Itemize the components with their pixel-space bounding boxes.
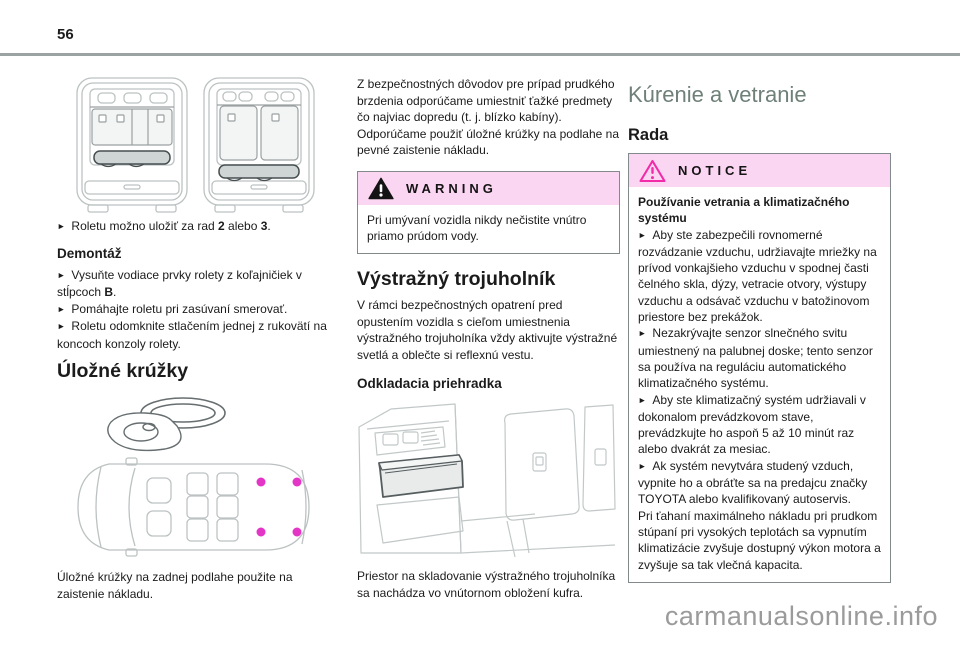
rada-heading: Rada <box>628 126 669 144</box>
ulozne-kruzky-caption: Úložné krúžky na zadnej podlahe použite na zaistenie nákladu. <box>57 570 293 601</box>
notice-item: ► Nezakrývajte senzor slnečného svitu umiestnený na palubnej doske; tento senzor sa používa na reguláciu automatického klimatizačného systému. <box>638 326 873 391</box>
van-rear-row3-illustration <box>200 72 318 214</box>
load-safety-paragraph: Z bezpečnostných dôvodov pre prípad prudkého brzdenia odporúčame umiestniť ťažké predmety čo najviac dopredu (t. j. blízko kabíny). Odporúčame použiť úložné krúžky na podlahe na pevné zaistenie nákladu. <box>357 77 619 157</box>
triangle-right-bullet: ► <box>638 328 647 339</box>
car-topview-figure <box>71 456 333 558</box>
notice-triangle-icon <box>639 159 666 183</box>
ulozne-kruzky-heading: Úložné krúžky <box>57 360 189 382</box>
notice-box <box>628 153 891 583</box>
notice-subject-heading: Používanie vetrania a klimatizačného systému <box>638 195 850 226</box>
notice-header <box>629 154 890 187</box>
step-item: ► Vysuňte vodiace prvky rolety z koľajničiek v stĺpcoch B. <box>57 267 302 299</box>
triangle-right-bullet: ► <box>638 394 647 405</box>
warning-triangle-icon <box>368 177 394 200</box>
demontaz-steps <box>57 267 333 353</box>
warning-header <box>358 172 619 205</box>
notice-footer-paragraph: Pri ťahaní maximálneho nákladu pri prudkom stúpaní pri vysokých teplotách sa vypnutím klimatizácie zvyšuje dostupný výkon motora a zvyšuje sa tak vlečná kapacita. <box>638 508 881 572</box>
warning-triangle-paragraph: V rámci bezpečnostných opatrení pred opustením vozidla s cieľom umiestnenia výstražného trojuholníka vždy aktivujte výstražné svetlá a oblečte si reflexnú vestu. <box>357 298 618 362</box>
notice-label: NOTICE <box>678 163 752 178</box>
column-1 <box>57 0 333 649</box>
trunk-storage-figure <box>357 401 620 561</box>
cargo-ring-figure <box>101 392 333 454</box>
storage-compartment-heading: Odkladacia priehradka <box>357 376 502 392</box>
warning-box <box>357 171 620 255</box>
cargo-ring-location-dots <box>257 478 302 537</box>
watermark: carmanualsonline.info <box>664 601 938 631</box>
triangle-right-bullet: ► <box>57 221 66 231</box>
van-rear-row2-illustration <box>73 72 191 214</box>
column-2 <box>357 0 620 649</box>
notice-item: ► Aby ste klimatizačný systém udržiavali v dokonalom prevádzkovom stave, prevádzkujte ho aspoň 5 až 10 minút raz alebo dvakrát za mesiac. <box>638 392 866 457</box>
column-3 <box>628 0 891 649</box>
step-item: ► Pomáhajte roletu pri zasúvaní smerovať. <box>57 301 288 316</box>
section-title-heating-ventilation: Kúrenie a vetranie <box>628 82 807 107</box>
triangle-right-bullet: ► <box>57 303 66 314</box>
page-number: 56 <box>57 26 74 43</box>
step-item: ► Roletu odomknite stlačením jednej z rukovätí na koncoch konzoly rolety. <box>57 319 327 351</box>
demontaz-heading: Demontáž <box>57 245 122 261</box>
notice-item: ► Aby ste zabezpečili rovnomerné rozvádzanie vzduchu, udržiavajte mriežky na prívod vonkajšieho vzduchu v spodnej časti čelného skla, dýzy, vetracie otvory, výstupy vzduchu a odsávač vzduchu v batožinovom priestore bez prekážok. <box>638 227 877 325</box>
trunk-storage-caption: Priestor na skladovanie výstražného trojuholníka sa nachádza vo vnútornom obložení kufra. <box>357 569 616 600</box>
roller-blind-instruction: ► Roletu možno uložiť za rad 2 alebo 3. <box>57 219 271 233</box>
van-rear-views-figure <box>57 72 333 214</box>
triangle-right-bullet: ► <box>57 269 66 280</box>
warning-body: Pri umývaní vozidla nikdy nečistite vnútro priamo prúdom vody. <box>367 212 587 243</box>
triangle-right-bullet: ► <box>57 321 66 331</box>
notice-body <box>629 187 890 582</box>
notice-item: ► Ak systém nevytvára studený vzduch, vypnite ho a obráťte sa na predajcu značky TOYOTA alebo kvalifikovaný autoservis. <box>638 458 868 507</box>
warning-label: WARNING <box>406 180 497 196</box>
triangle-right-bullet: ► <box>638 229 647 240</box>
instruction-text: Roletu možno uložiť za rad <box>71 219 218 233</box>
triangle-right-bullet: ► <box>638 460 647 471</box>
warning-triangle-heading: Výstražný trojuholník <box>357 268 556 291</box>
triangle-compartment-highlight <box>379 455 463 497</box>
